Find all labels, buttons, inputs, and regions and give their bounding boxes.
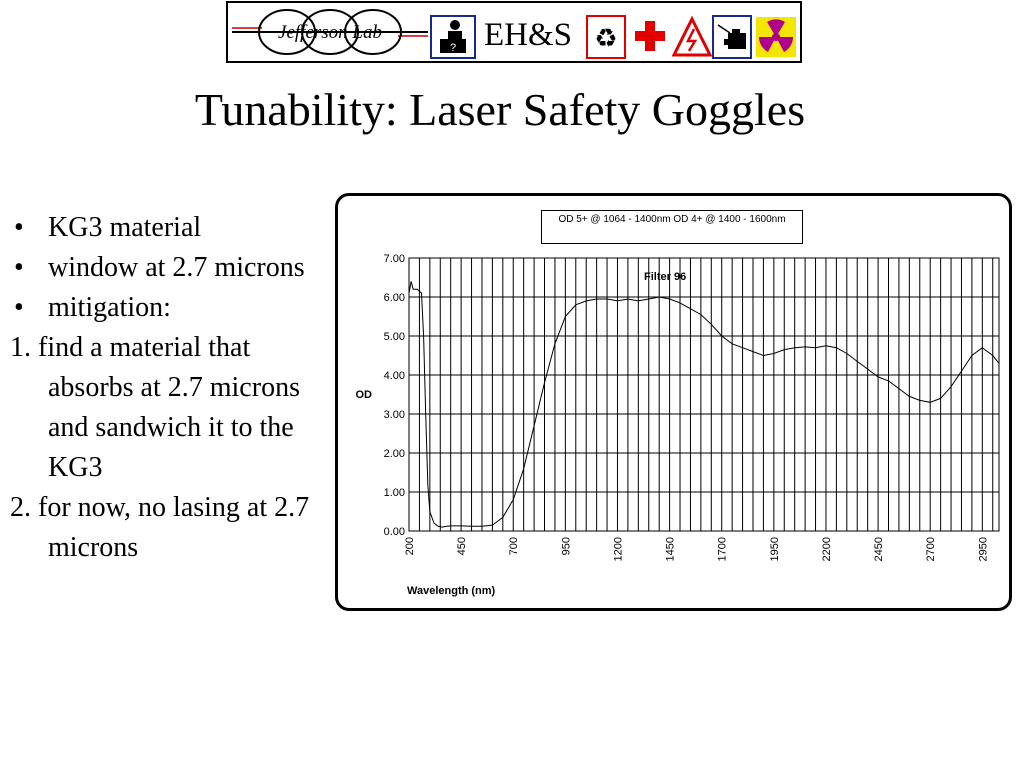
bullet-dot: • xyxy=(14,252,24,283)
x-tick-label: 450 xyxy=(456,537,469,556)
y-tick-label: 2.00 xyxy=(383,448,405,460)
y-tick-label: 1.00 xyxy=(383,487,405,499)
bullet-dot: • xyxy=(14,292,24,323)
y-tick-label: 6.00 xyxy=(383,292,405,304)
x-tick-label: 950 xyxy=(560,537,573,556)
bullet-text: mitigation: xyxy=(48,292,171,323)
x-tick-label: 200 xyxy=(404,537,416,556)
x-tick-label: 700 xyxy=(508,537,521,556)
logo-text: Jefferson Lab xyxy=(278,22,382,43)
x-tick-label: 1200 xyxy=(612,537,625,562)
eh-s-label: EH&S xyxy=(484,17,573,53)
svg-text:♻: ♻ xyxy=(594,24,618,54)
x-tick-label: 2950 xyxy=(977,537,990,562)
plot-area xyxy=(409,258,999,531)
x-tick-label: 2700 xyxy=(925,537,938,562)
x-tick-label: 2200 xyxy=(820,537,833,562)
y-tick-label: 7.00 xyxy=(383,253,405,265)
y-tick-label: 3.00 xyxy=(383,409,405,421)
x-axis-label: Wavelength (nm) xyxy=(407,585,496,597)
slide-title: Tunability: Laser Safety Goggles xyxy=(194,84,806,135)
x-tick-label: 1700 xyxy=(716,537,729,562)
bullet-text: window at 2.7 microns xyxy=(48,252,305,283)
y-tick-label: 4.00 xyxy=(383,370,405,382)
numbered-item: 1. find a material that absorbs at 2.7 microns and sandwich it to the KG3 xyxy=(10,332,300,483)
numbered-item: 2. for now, no lasing at 2.7 microns xyxy=(10,492,310,563)
y-axis-label: OD xyxy=(355,389,372,401)
svg-text:?: ? xyxy=(449,42,457,54)
bullet-dot: • xyxy=(14,212,24,243)
series-label: Filter 96 xyxy=(644,271,687,283)
x-tick-label: 1450 xyxy=(664,537,677,562)
series-line xyxy=(409,281,999,527)
x-tick-label: 1950 xyxy=(768,537,781,562)
x-tick-label: 2450 xyxy=(873,537,886,562)
chart-annotation: OD 5+ @ 1064 - 1400nm OD 4+ @ 1400 - 1600nm xyxy=(541,210,803,244)
y-tick-label: 0.00 xyxy=(383,526,405,538)
y-tick-label: 5.00 xyxy=(383,331,405,343)
bullet-text: KG3 material xyxy=(48,212,202,243)
